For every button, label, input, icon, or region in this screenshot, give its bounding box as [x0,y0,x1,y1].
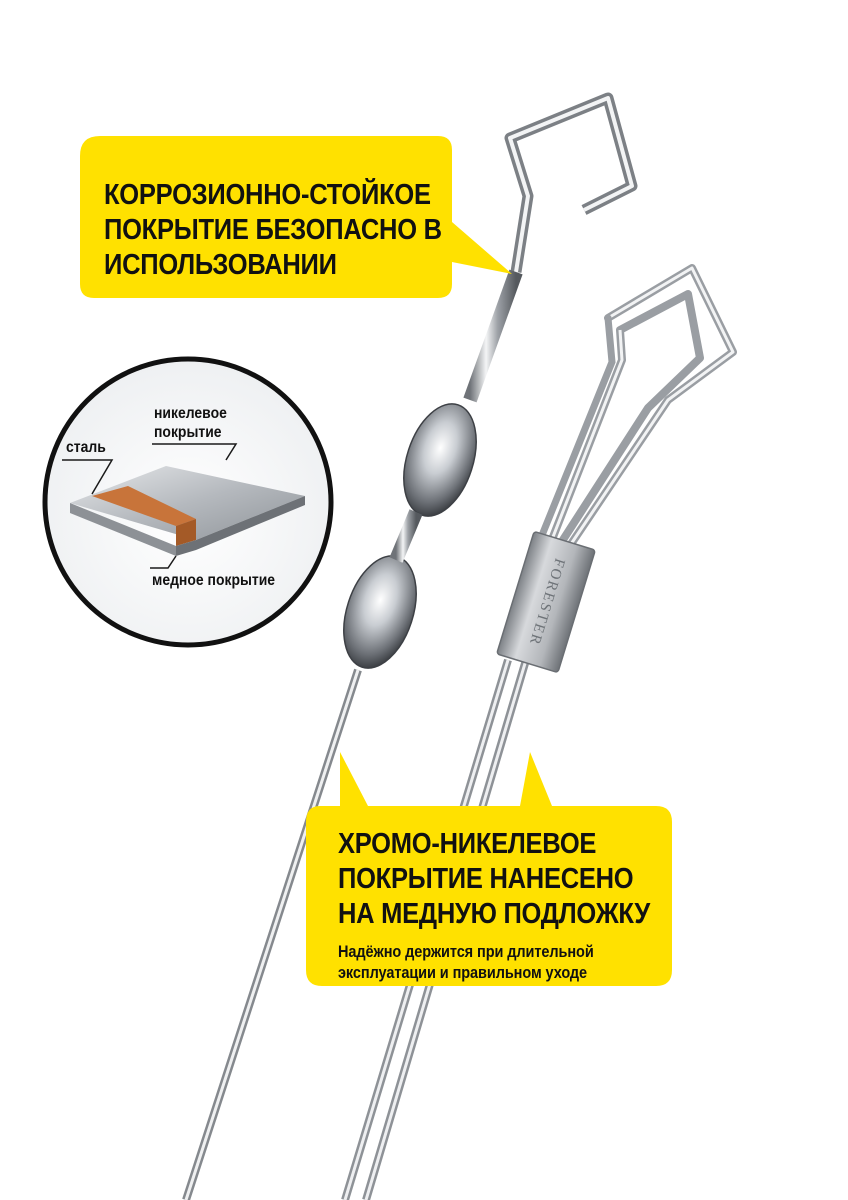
callout-bottom-line-1: ХРОМО-НИКЕЛЕВОЕ [338,828,597,860]
callout-top-line-3: ИСПОЛЬЗОВАНИИ [104,249,337,281]
coating-layers-inset [45,359,331,645]
wire-skewer [345,268,733,1200]
callout-top-line-2: ПОКРЫТИЕ БЕЗОПАСНО В [104,214,442,246]
callout-bottom-line-3: НА МЕДНУЮ ПОДЛОЖКУ [338,898,650,930]
callout-bottom-line-2: ПОКРЫТИЕ НАНЕСЕНО [338,863,634,895]
callout-top-line-1: КОРРОЗИОННО-СТОЙКОЕ [104,179,431,211]
callout-bottom-sub-1: Надёжно держится при длительной [338,943,594,961]
label-copper: медное покрытие [152,572,276,589]
callout-top-text [104,178,442,283]
label-nickel-line-2: покрытие [154,424,222,441]
label-nickel-line-1: никелевое [154,405,227,422]
label-steel: сталь [66,439,106,456]
callout-bottom-sub-2: эксплуатации и правильном уходе [338,964,588,982]
brand-engraving: FORESTER [525,556,568,649]
callout-bottom-text [338,827,650,984]
